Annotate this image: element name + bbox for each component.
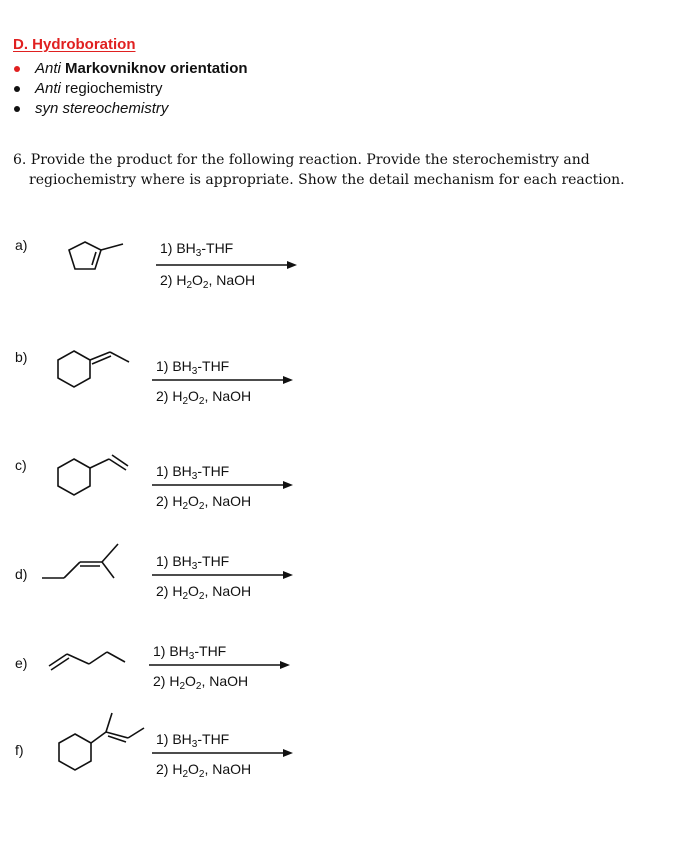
reaction-label-c: c) xyxy=(15,457,27,473)
reaction-arrow-icon xyxy=(156,260,298,270)
reagent-step-2: 2) $H_2O_2$, NaOH xyxy=(153,673,249,692)
reaction-arrow-icon xyxy=(149,660,291,670)
section-title: D. Hydroboration xyxy=(13,36,136,53)
bullet-text: Anti Markovniknov orientation xyxy=(35,60,248,77)
bullet-item xyxy=(14,59,248,79)
structure-methylcyclopentene-icon xyxy=(60,230,140,280)
question-line-2: regiochemistry where is appropriate. Show the detail mechanism for each reaction. xyxy=(29,172,625,188)
bullet-item xyxy=(14,79,248,99)
reaction-label-d: d) xyxy=(15,566,28,582)
reaction-label-b: b) xyxy=(15,349,28,365)
bullet-dot-icon xyxy=(14,106,20,112)
reagent-step-2: 2) $H_2O_2$, NaOH xyxy=(160,272,256,291)
reagent-step-1: 1) $BH_3$-THF xyxy=(160,240,234,259)
structure-cyclohexyl-alkene-icon xyxy=(50,708,150,788)
reagent-step-1: 1) $BH_3$-THF xyxy=(153,643,227,662)
question-text xyxy=(13,150,663,190)
reagent-step-1: 1) $BH_3$-THF xyxy=(156,463,230,482)
bullet-text: syn stereochemistry xyxy=(35,100,169,117)
reagent-step-1: 1) $BH_3$-THF xyxy=(156,358,230,377)
reaction-label-a: a) xyxy=(15,237,28,253)
bullet-dot-icon xyxy=(14,66,20,72)
reagent-step-2: 2) $H_2O_2$, NaOH xyxy=(156,493,252,512)
structure-ethylidenecyclohexane-icon xyxy=(50,340,140,400)
structure-methylpentene-icon xyxy=(42,538,142,588)
bullet-dot-icon xyxy=(14,86,20,92)
bullet-text: Anti regiochemistry xyxy=(35,80,163,97)
bullet-list xyxy=(14,59,248,119)
reaction-arrow-icon xyxy=(152,748,294,758)
structure-vinylcyclohexane-icon xyxy=(50,448,140,508)
bullet-item xyxy=(14,99,248,119)
structure-pentene-icon xyxy=(45,642,135,672)
reagent-step-1: 1) $BH_3$-THF xyxy=(156,731,230,750)
reagent-step-1: 1) $BH_3$-THF xyxy=(156,553,230,572)
reagent-step-2: 2) $H_2O_2$, NaOH xyxy=(156,761,252,780)
reagent-step-2: 2) $H_2O_2$, NaOH xyxy=(156,388,252,407)
reaction-arrow-icon xyxy=(152,375,294,385)
reagent-step-2: 2) $H_2O_2$, NaOH xyxy=(156,583,252,602)
reaction-label-e: e) xyxy=(15,655,28,671)
question-line-1: 6. Provide the product for the following reaction. Provide the sterochemistry and xyxy=(13,152,590,168)
reaction-label-f: f) xyxy=(15,742,24,758)
reaction-arrow-icon xyxy=(152,570,294,580)
reaction-arrow-icon xyxy=(152,480,294,490)
